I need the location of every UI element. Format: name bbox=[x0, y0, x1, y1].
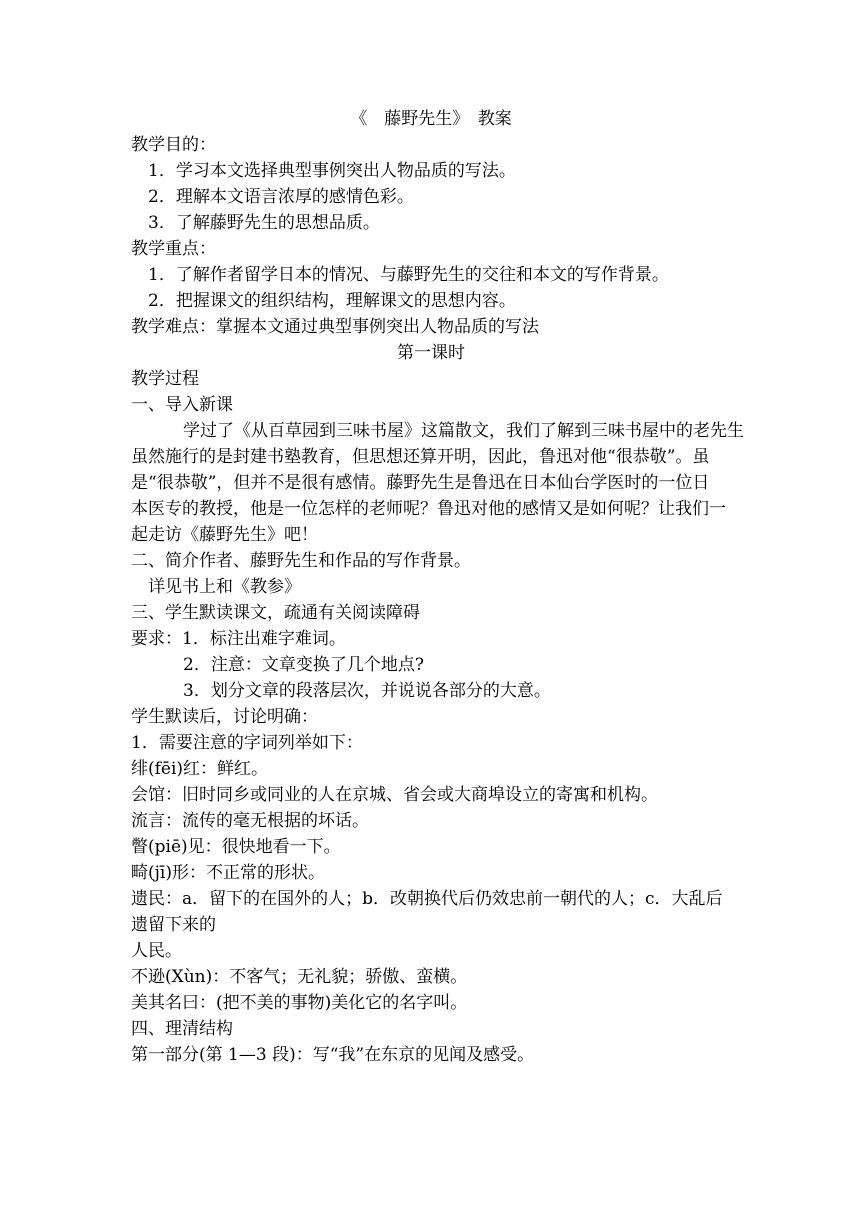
section-heading: 二、简介作者、藤野先生和作品的写作背景。 bbox=[131, 551, 471, 571]
vocab-item: 遗留下来的 bbox=[131, 915, 216, 935]
section-note: 详见书上和《教参》 bbox=[148, 577, 301, 597]
intro-line: 学过了《从百草园到三味书屋》这篇散文，我们了解到三味书屋中的老先生 bbox=[183, 421, 744, 441]
requirement-item: 2．注意：文章变换了几个地点? bbox=[183, 655, 424, 675]
structure-item: 第一部分(第 1—3 段)：写“我”在东京的见闻及感受。 bbox=[131, 1045, 535, 1065]
requirement-item: 要求：1．标注出难字难词。 bbox=[131, 629, 346, 649]
vocab-item: 绯(fēi)红：鲜红。 bbox=[131, 759, 269, 779]
vocab-item: 遗民：a．留下的在国外的人；b．改朝换代后仍效忠前一朝代的人；c．大乱后 bbox=[131, 889, 723, 909]
vocab-item: 人民。 bbox=[131, 941, 182, 961]
goal-item: 3．了解藤野先生的思想品质。 bbox=[148, 213, 380, 233]
vocab-item: 不逊(Xùn)：不客气；无礼貌；骄傲、蛮横。 bbox=[131, 967, 468, 987]
vocab-item: 瞥(piē)见：很快地看一下。 bbox=[131, 837, 341, 857]
process-heading: 教学过程 bbox=[131, 369, 199, 389]
discussion-line: 学生默读后，讨论明确： bbox=[131, 707, 318, 727]
intro-line: 本医专的教授，他是一位怎样的老师呢？鲁迅对他的感情又是如何呢？让我们一 bbox=[131, 499, 726, 519]
section-heading: 一、导入新课 bbox=[131, 395, 233, 415]
vocab-item: 美其名曰：(把不美的事物)美化它的名字叫。 bbox=[131, 993, 468, 1013]
section-heading: 三、学生默读课文，疏通有关阅读障碍 bbox=[131, 603, 420, 623]
vocab-item: 流言：流传的毫无根据的坏话。 bbox=[131, 811, 369, 831]
focus-item: 2．把握课文的组织结构，理解课文的思想内容。 bbox=[148, 291, 516, 311]
document-title: 《 藤野先生》 教案 bbox=[350, 109, 512, 129]
intro-line: 起走访《藤野先生》吧！ bbox=[131, 525, 318, 545]
goal-item: 1．学习本文选择典型事例突出人物品质的写法。 bbox=[148, 161, 516, 181]
vocab-item: 畸(jī)形：不正常的形状。 bbox=[131, 863, 325, 883]
vocab-item: 会馆：旧时同乡或同业的人在京城、省会或大商埠设立的寄寓和机构。 bbox=[131, 785, 658, 805]
intro-line: 虽然施行的是封建书塾教育，但思想还算开明，因此，鲁迅对他“很恭敬”。虽 bbox=[131, 447, 710, 467]
vocab-heading: 1．需要注意的字词列举如下： bbox=[131, 733, 363, 753]
section-heading: 四、理清结构 bbox=[131, 1019, 233, 1039]
goals-heading: 教学目的： bbox=[131, 135, 216, 155]
focus-heading: 教学重点： bbox=[131, 239, 216, 259]
requirement-item: 3．划分文章的段落层次，并说说各部分的大意。 bbox=[183, 681, 551, 701]
focus-item: 1．了解作者留学日本的情况、与藤野先生的交往和本文的写作背景。 bbox=[148, 265, 669, 285]
difficulty-line: 教学难点：掌握本文通过典型事例突出人物品质的写法 bbox=[131, 317, 539, 337]
goal-item: 2．理解本文语言浓厚的感情色彩。 bbox=[148, 187, 414, 207]
intro-line: 是“很恭敬”，但并不是很有感情。藤野先生是鲁迅在日本仙台学医时的一位日 bbox=[131, 473, 710, 493]
lesson-title: 第一课时 bbox=[397, 343, 465, 363]
